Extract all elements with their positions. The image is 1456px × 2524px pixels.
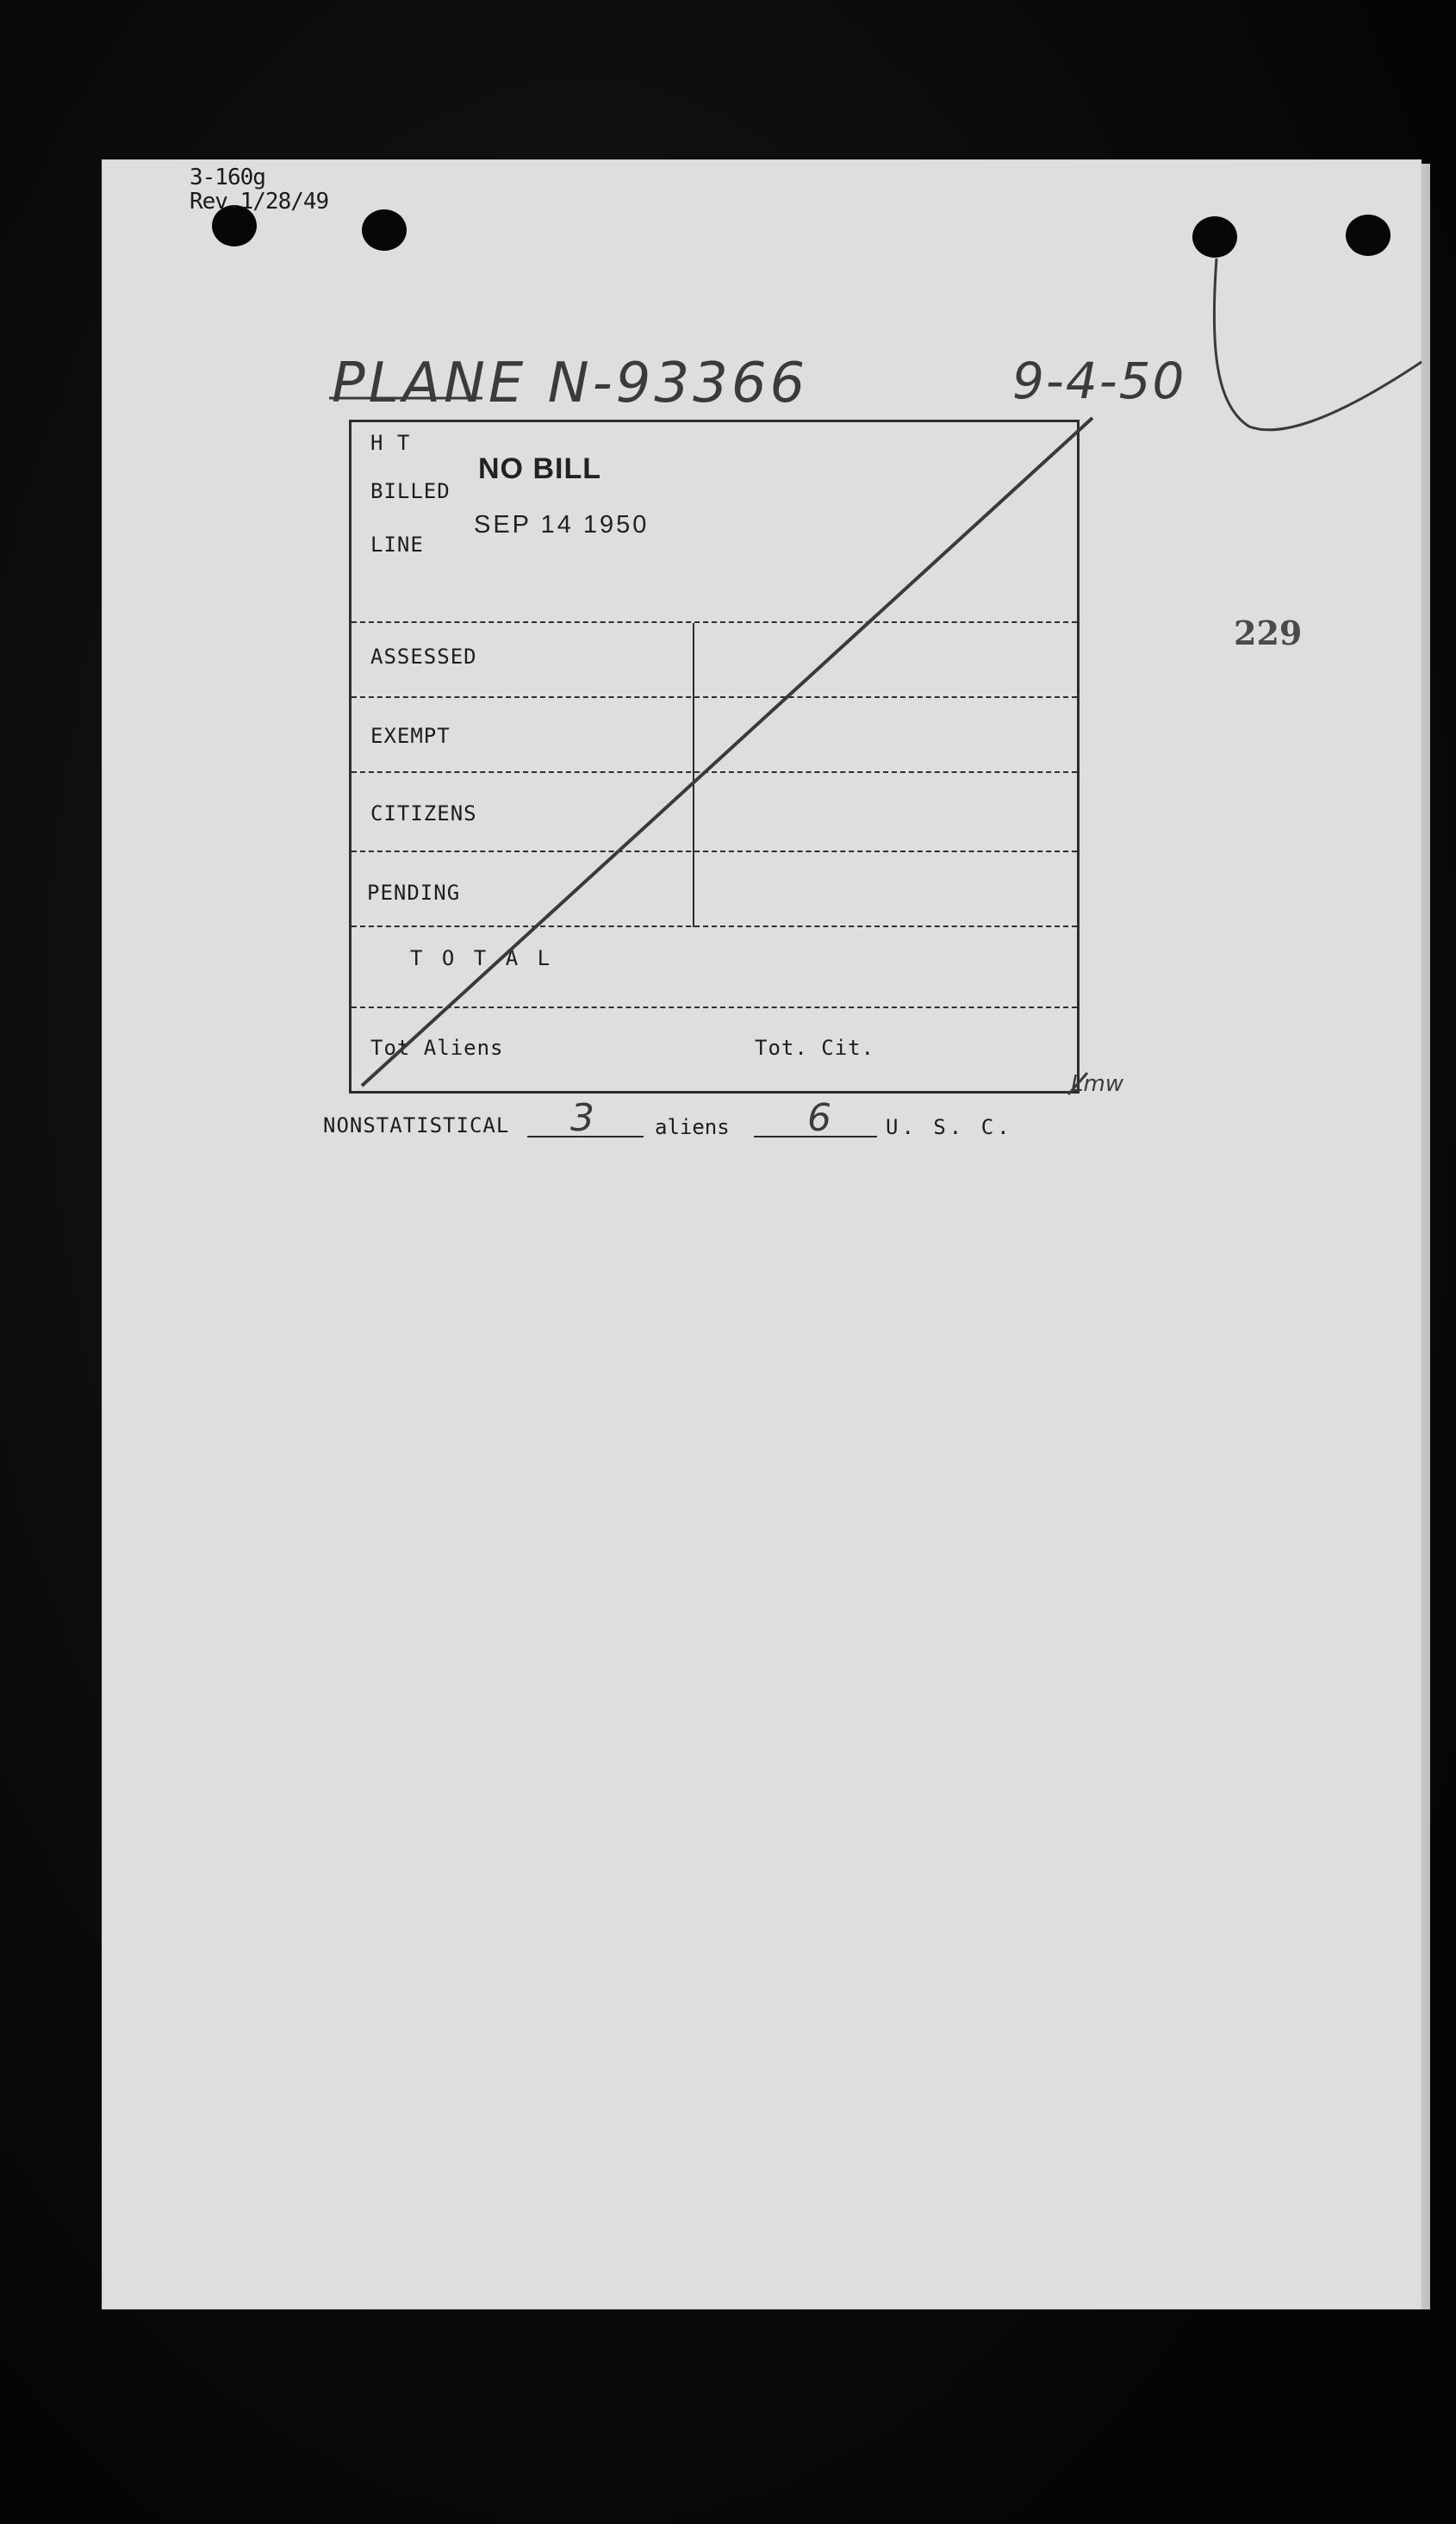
nonstatistical-usc-count: 6 — [807, 1096, 831, 1140]
date-stamp: SEP 14 1950 — [474, 511, 650, 539]
line-label: LINE — [370, 533, 424, 557]
cancel-stroke — [362, 418, 1092, 1086]
no-bill-stamp: NO BILL — [478, 452, 601, 485]
nonstatistical-aliens-count: 3 — [570, 1096, 594, 1140]
tot-cit-label: Tot. Cit. — [755, 1036, 875, 1060]
ht-label: H T — [370, 431, 411, 455]
nonstatistical-label: NONSTATISTICAL — [323, 1113, 510, 1137]
page-number: 229 — [1234, 614, 1303, 652]
total-label: T O T A L — [410, 946, 554, 970]
pending-label: PENDING — [367, 881, 461, 905]
handwritten-initials: Lmw — [1071, 1071, 1124, 1097]
aliens-label: aliens — [655, 1115, 730, 1139]
form-revision: Rev.1/28/49 — [190, 189, 329, 215]
handwritten-date: 9-4-50 — [1012, 352, 1186, 410]
assessed-label: ASSESSED — [370, 645, 477, 669]
billed-label: BILLED — [370, 479, 451, 503]
handwritten-plane-number: PLANE N-93366 — [332, 352, 809, 415]
exempt-label: EXEMPT — [370, 724, 451, 748]
tot-aliens-label: Tot Aliens — [370, 1036, 504, 1060]
margin-pen-stroke — [1214, 259, 1422, 430]
citizens-label: CITIZENS — [370, 801, 477, 826]
form-number: 3-160g — [190, 165, 265, 190]
usc-label: U. S. C. — [886, 1115, 1013, 1139]
